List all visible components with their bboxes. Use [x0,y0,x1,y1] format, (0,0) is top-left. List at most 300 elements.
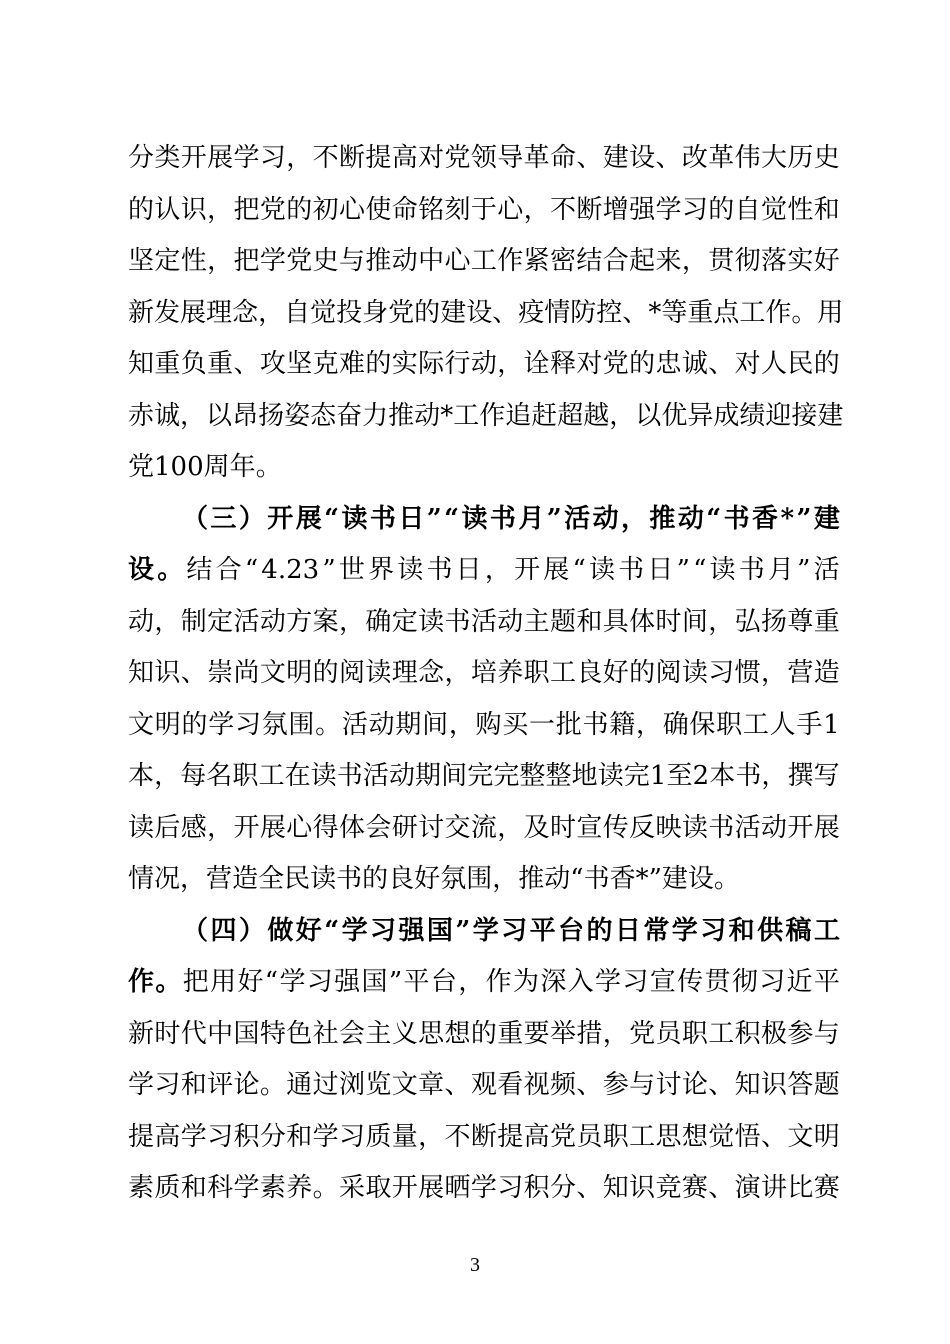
text-char: 奋 [336,400,363,431]
text-char: 工 [258,761,285,791]
text-char: 、 [761,1121,788,1152]
text-char: 览 [365,1070,392,1100]
text-char: 改 [681,143,708,173]
text-char: 知 [128,349,155,379]
text-char: 题 [813,1070,840,1100]
text-char: 义 [391,1018,418,1049]
text-line [128,185,840,237]
text-char: 绩 [739,400,766,431]
text-char: 思 [418,1018,445,1049]
text-char: 看 [497,1070,524,1100]
heading-char: ） [238,915,265,946]
text-char: 建 [817,400,844,431]
text-char: 忠 [655,349,682,379]
heading-char: “ [324,915,340,946]
heading-char: 日 [398,503,425,534]
heading-char: 开 [267,503,294,534]
text-char: 员 [655,1018,682,1049]
text-char: 动 [497,606,524,637]
text-char: 民 [787,349,814,379]
heading-char: 书 [369,503,396,534]
text-char: 主 [365,1018,392,1049]
text-char: 、 [655,143,682,173]
text-char: 扬 [258,400,285,431]
text-char: 结 [576,246,603,276]
text-char: 知 [602,1173,629,1203]
text-line [128,803,840,855]
text-char: 素 [259,1173,286,1203]
text-char: 释 [550,349,577,379]
text-char: 对 [734,349,761,379]
text-char: 、 [708,1173,735,1203]
text-char: ， [602,1018,629,1049]
text-char: 地 [571,761,598,791]
text-char: 赤 [128,400,155,431]
text-char: 阅 [339,658,366,688]
text-char: 国 [361,967,388,997]
text-char: 在 [284,761,311,791]
text-char: 台 [430,967,457,997]
text-char: 本 [709,761,736,791]
text-char: 超 [557,400,584,431]
text-char: 过 [312,1070,339,1100]
text-char: 会 [365,812,392,843]
text-char: 平 [813,967,840,997]
heading-char: 设 [128,555,155,585]
text-char: 命 [550,143,577,173]
heading-char: 书 [489,503,516,534]
text-char: 工 [453,400,480,431]
text-char: 明 [154,709,181,740]
heading-char: 常 [643,915,670,946]
text-char: ， [761,761,788,791]
text-char: 把 [233,246,260,276]
text-char: 异 [687,400,714,431]
text-char: 书 [582,709,609,740]
text-char: 克 [312,349,339,379]
text-char: 学 [233,143,260,173]
text-char: 晒 [444,1173,471,1203]
text-char: 的 [470,1018,497,1049]
text-char: 断 [339,143,366,173]
text-char: 展 [418,1173,445,1203]
text-char: 整 [519,761,546,791]
text-char: ， [708,606,735,637]
text-char: 的 [629,658,656,688]
text-char: 平 [403,967,430,997]
heading-char: * [780,503,795,534]
text-char: 悟 [734,1121,761,1152]
text-char: 时 [655,606,682,637]
text-char: 和 [180,1173,207,1203]
text-char: 月 [767,555,794,585]
text-char: 明 [813,1121,840,1152]
text-char: 活 [341,709,368,740]
text-char: 完 [623,761,650,791]
text-char: 买 [502,709,529,740]
text-char: 党 [550,1121,577,1152]
text-line [128,854,840,906]
text-char: 展 [180,297,207,328]
text-char: 读 [418,606,445,637]
text-char: 职 [232,761,259,791]
text-char: 高 [154,1121,181,1152]
text-char: 想 [681,1121,708,1152]
text-char: 展 [259,812,286,843]
text-char: 活 [813,555,840,585]
text-char: “ [572,555,586,585]
heading-char: 习 [501,915,528,946]
text-char: 工 [708,1018,735,1049]
heading-char: ” [455,915,471,946]
text-char: 。 [255,452,282,482]
heading-char: 作 [128,967,155,997]
text-char: 保 [689,709,716,740]
text-char: ， [681,246,708,276]
text-char: 用 [210,967,237,997]
text-char: 动 [414,400,441,431]
text-char: 落 [761,246,788,276]
text-char: 好 [414,864,441,894]
text-char: 学 [233,1173,260,1203]
text-char: 使 [365,194,392,225]
text-char: 党 [629,1018,656,1049]
text-char: 贯 [704,967,731,997]
text-char: 论 [681,1070,708,1100]
text-char: 力 [362,400,389,431]
text-char: 设 [687,864,714,894]
text-char: 与 [813,1018,840,1049]
text-char: 成 [713,400,740,431]
text-line [128,906,840,958]
text-char: 答 [787,1070,814,1100]
text-char: 取 [365,1173,392,1203]
text-char: 中 [418,246,445,276]
text-char: 识 [154,658,181,688]
text-char: 党 [602,349,629,379]
text-char: 动 [128,606,155,637]
text-char: 分 [550,1173,577,1203]
text-char: 工 [470,246,497,276]
heading-char: 。 [157,555,184,585]
text-char: 比 [787,1173,814,1203]
text-char: 良 [576,658,603,688]
text-char: 的 [181,709,208,740]
text-char: 。 [259,1070,286,1100]
text-char: 时 [550,812,577,843]
text-char: 控 [596,297,623,328]
text-char: 籍 [609,709,636,740]
heading-char: 平 [529,915,556,946]
text-char: 结 [186,555,213,585]
text-char: ” [322,555,336,585]
text-char: 文 [391,1070,418,1100]
text-char: 展 [813,812,840,843]
text-char: 合 [602,246,629,276]
text-char: 的 [362,864,389,894]
text-char: 用 [817,297,844,328]
text-char: ， [458,967,485,997]
text-char: 间 [441,761,468,791]
text-char: 1 [823,709,840,740]
text-line [128,597,840,649]
text-line [128,133,840,185]
text-char: 尚 [233,658,260,688]
text-line [128,1163,840,1215]
text-char: 培 [470,658,497,688]
text-char: 习 [306,967,333,997]
text-char: 增 [602,194,629,225]
text-char: 思 [655,1121,682,1152]
text-char: “ [693,555,707,585]
text-char: 国 [233,1018,260,1049]
text-char: 主 [523,606,550,637]
text-char: 活 [233,606,260,637]
text-char: 养 [286,1173,313,1203]
text-char: 习 [497,1173,524,1203]
text-char: 职 [681,1018,708,1049]
text-char: 重 [813,606,840,637]
text-char: 等 [661,297,688,328]
text-char: 坚 [128,246,155,276]
heading-char: 建 [813,503,840,534]
text-char: 伟 [734,143,761,173]
text-char: 读 [310,864,337,894]
text-char: 造 [232,864,259,894]
text-char: 会 [339,1018,366,1049]
text-char: 、 [622,297,649,328]
text-char: 动 [470,349,497,379]
text-char: 竞 [655,1173,682,1203]
text-char: 越 [583,400,610,431]
text-line [128,1060,840,1112]
text-char: 。 [791,297,818,328]
text-char: 党 [388,297,415,328]
text-char: 、 [576,1070,603,1100]
text-line [128,391,844,443]
text-char: 动 [761,812,788,843]
text-char: 开 [787,812,814,843]
text-char: 讨 [418,812,445,843]
text-char: 实 [391,349,418,379]
text-char: 4.23 [261,555,320,585]
text-char: 撰 [787,761,814,791]
text-char: 体 [339,812,366,843]
text-char: 行 [444,349,471,379]
text-char: 初 [312,194,339,225]
text-char: 氛 [261,709,288,740]
text-char: 、 [576,143,603,173]
heading-char: 书 [723,503,750,534]
text-line [128,288,844,340]
text-char: 民 [284,864,311,894]
heading-char: （ [182,503,209,534]
text-char: 视 [523,1070,550,1100]
text-char: 感 [180,812,207,843]
text-char: 完 [467,761,494,791]
text-char: 定 [391,606,418,637]
text-char: 识 [629,1173,656,1203]
text-char: 新 [128,297,155,328]
text-char: 提 [365,143,392,173]
text-char: 高 [523,1121,550,1152]
text-char: 质 [154,1173,181,1203]
text-char: 类 [154,143,181,173]
text-char: 整 [545,761,572,791]
text-char: 和 [813,194,840,225]
text-char: 方 [286,606,313,637]
text-line [128,236,840,288]
heading-char: 的 [586,915,613,946]
text-char: 活 [362,761,389,791]
text-line [128,339,840,391]
text-char: ， [497,812,524,843]
text-char: 作 [765,297,792,328]
text-char: 年 [229,452,256,482]
text-char: 评 [207,1070,234,1100]
body-text [128,133,844,1215]
text-char: 觉 [310,297,337,328]
text-char: 作 [479,400,506,431]
text-char: ” [648,864,662,894]
text-char: 极 [761,1018,788,1049]
text-char: 新 [128,1018,155,1049]
heading-char: 学 [341,915,368,946]
text-char: 手 [796,709,823,740]
heading-char: ” [426,503,442,534]
text-char: 名 [206,761,233,791]
text-char: 把 [233,194,260,225]
text-char: 100 [154,452,204,482]
text-char: 、 [444,1070,471,1100]
text-char: 周 [203,452,230,482]
text-char: 营 [787,658,814,688]
text-char: 觉 [708,1121,735,1152]
text-char: ” [676,555,690,585]
text-char: 职 [523,658,550,688]
heading-char: 国 [426,915,453,946]
text-char: 铭 [418,194,445,225]
text-char: 频 [550,1070,577,1100]
text-char: 紧 [523,246,550,276]
heading-char: 习 [370,915,397,946]
text-char: 为 [512,967,539,997]
text-char: 学 [128,1070,155,1100]
text-char: ， [497,349,524,379]
text-char: 书 [444,606,471,637]
text-char: 员 [576,1121,603,1152]
text-char: 合 [215,555,242,585]
text-char: 际 [418,349,445,379]
text-char: 习 [207,1121,234,1152]
text-char: 要 [523,1018,550,1049]
text-char: 定 [154,246,181,276]
heading-char: 供 [757,915,784,946]
text-char: 赛 [681,1173,708,1203]
text-char: “ [244,555,259,585]
text-char: 质 [365,1121,392,1152]
text-char: “ [570,864,584,894]
text-char: 的 [708,194,735,225]
text-char: 开 [514,555,541,585]
text-char: 建 [602,143,629,173]
heading-char: 台 [558,915,585,946]
text-char: 传 [602,812,629,843]
text-char: 的 [365,349,392,379]
text-char: 。 [312,1173,339,1203]
text-char: 历 [787,143,814,173]
text-char: 氛 [440,864,467,894]
text-char: 性 [180,246,207,276]
text-char: 理 [206,297,233,328]
text-char: ” [797,555,811,585]
text-char: 期 [395,709,422,740]
text-char: 的 [629,349,656,379]
text-char: 2 [692,761,710,791]
text-char: 题 [550,606,577,637]
text-char: 追 [505,400,532,431]
text-char: 命 [391,194,418,225]
text-char: 的 [286,194,313,225]
text-char: * [440,400,454,431]
text-char: 党 [286,246,313,276]
text-line [128,545,840,597]
heading-char: 强 [398,915,425,946]
text-char: 反 [629,812,656,843]
text-char: ， [207,194,234,225]
heading-char: 学 [671,915,698,946]
text-char: 把 [182,967,209,997]
text-char: 开 [391,1173,418,1203]
text-char: 具 [602,606,629,637]
text-char: 宣 [576,812,603,843]
text-char: 工 [629,1121,656,1152]
heading-char: 读 [461,503,488,534]
text-char: 全 [258,864,285,894]
text-char: 于 [470,194,497,225]
text-char: 的 [128,194,155,225]
text-char: 坚 [286,349,313,379]
text-char: 读 [597,761,624,791]
text-char: 姿 [284,400,311,431]
heading-char: （ [182,915,209,946]
text-char: 明 [286,658,313,688]
text-char: 发 [154,297,181,328]
text-char: 尊 [787,606,814,637]
text-char: 好 [237,967,264,997]
text-char: 浏 [339,1070,366,1100]
text-char: 攻 [259,349,286,379]
text-line [128,957,840,1009]
text-char: 不 [312,143,339,173]
text-char: 习 [708,658,735,688]
text-char: 念 [232,297,259,328]
text-char: 确 [662,709,689,740]
text-char: 读 [365,658,392,688]
text-char: 好 [602,658,629,688]
text-char: 书 [708,812,735,843]
heading-char: ） [238,503,265,534]
text-char: 书 [426,555,453,585]
text-char: 读 [588,555,615,585]
text-char: 人 [761,349,788,379]
text-char: 至 [666,761,693,791]
text-char: 断 [470,1121,497,1152]
text-char: 识 [180,194,207,225]
text-char: 和 [576,606,603,637]
text-char: 流 [470,812,497,843]
text-char: 、 [492,297,519,328]
